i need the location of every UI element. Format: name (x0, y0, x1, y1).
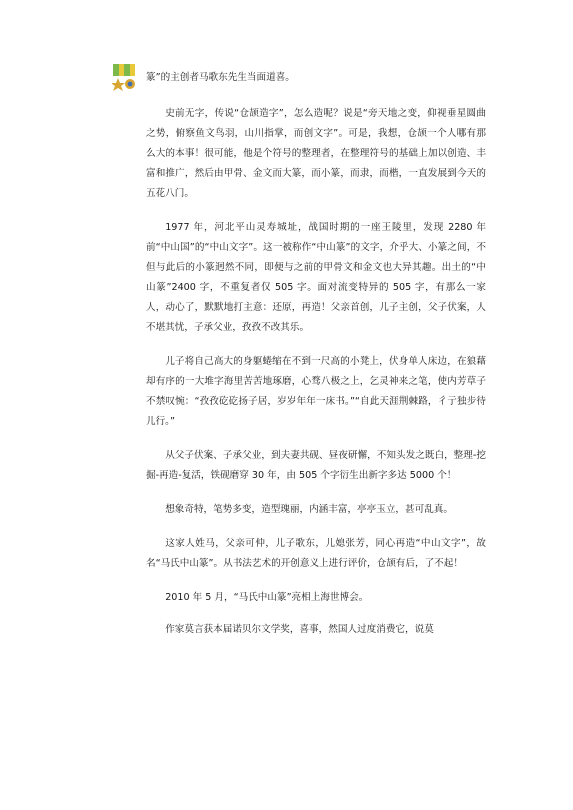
paragraph: 想象奇特，笔势多变，造型瑰丽，内涵丰富，亭亭玉立，甚可乱真。 (165, 504, 453, 515)
medal-icon (112, 64, 138, 92)
paragraph: 儿子将自己高大的身躯蜷缩在不到一尺高的小凳上，伏身单人床边，在狼藉却有序的一大堆字海里苦苦地琢磨，心骛八极之上，乞灵神来之笔，使内芳草子不禁叹惋：“孜孜矻矻扬子居，岁岁年年一床书。”“自此天涯荆棘路，彳亍独步待儿行。” (146, 356, 486, 427)
paragraph: 这家人姓马，父亲可仲，儿子歌东，儿媳张芳，同心再造“中山文字”，故名“马氏中山篆”。从书法艺术的开创意义上进行评价，仓颉有后，了不起！ (146, 538, 486, 569)
paragraph: 1977 年，河北平山灵寿城址，战国时期的一座王陵里，发现 2280 年前“中山国”的“中山文字”。这一被称作“中山篆”的文字，介乎大、小篆之间，不但与此后的小篆迥然不同，即便与之前的甲骨文和金文也大异其趣。出土的“中山篆”2400 字，不重复者仅 505 字。面对流变特异的 505 字，有那么一家人，动心了，默默地打主意：还原，再造！父亲首创，儿子主创，父子伏案，人不堪其忧，子承父业，孜孜不改其乐。 (146, 222, 486, 333)
paragraph: 作家莫言获本届诺贝尔文学奖，喜事，然国人过度消费它，说莫 (165, 624, 434, 635)
paragraph: 从父子伏案、子承父业，到夫妻共砚、昼夜研懈，不知头发之既白，整理-挖掘-再造-复活，铁砚磨穿 30 年，由 505 个字衍生出新字多达 5000 个！ (146, 450, 486, 481)
paragraph: 史前无字，传说“仓颉造字”，怎么造呢？说是“旁天地之变，仰视垂星圆曲之势，俯察鱼文鸟羽，山川指掌，而创文字”。可是，我想，仓颉一个人哪有那么大的本事！很可能，他是个符号的整理者，在整理符号的基础上加以创造、丰富和推广，然后由甲骨、金文而大篆，而小篆，而隶，而楷，一直发展到今天的五花八门。 (146, 108, 486, 199)
paragraph: 篆”的主创者马歌东先生当面道喜。 (146, 72, 295, 83)
paragraph: 2010 年 5 月，“马氏中山篆”亮相上海世博会。 (165, 592, 369, 603)
document-body (146, 68, 486, 654)
